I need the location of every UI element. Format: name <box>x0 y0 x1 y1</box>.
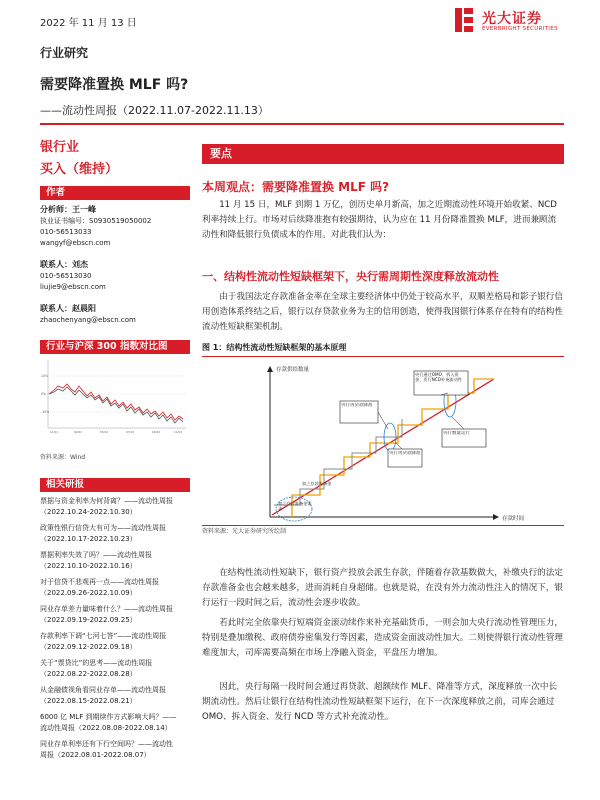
label-relending-left: 央行再贷款降准 <box>341 403 373 408</box>
logo-subtitle: EVERBRIGHT SECURITIES <box>482 26 558 32</box>
authors-section-header: 作者 <box>40 186 190 200</box>
related-report-item[interactable] <box>40 550 198 571</box>
contact1-name: 联系人：刘杰 <box>40 260 88 269</box>
report-category: 行业研究 <box>40 46 89 60</box>
logo-name: 光大证券 <box>482 11 542 27</box>
analyst-name: 分析师：王一峰 <box>40 205 96 214</box>
rating-label: 买入（维持） <box>40 162 119 177</box>
svg-text:-10%: -10% <box>41 410 50 414</box>
paragraph-4: 因此，央行每隔一段时间会通过再贷款、超额续作 MLF、降准等方式，深度释放一次中长期流动性。然后让银行在结构性流动性短缺框架下运行，在下一次深度释放之前，司库会通过 OMO、拆入资金、发行 NCD 等方式补充流动性。 <box>202 682 558 722</box>
related-report-title[interactable]: 同业存单差力量味着什么？——流动性周报 <box>40 605 173 613</box>
related-report-item[interactable] <box>40 496 198 517</box>
analyst-phone: 010-56513033 <box>40 228 92 236</box>
related-report-item[interactable] <box>40 712 198 733</box>
related-report-item[interactable] <box>40 685 198 706</box>
svg-text:0%: 0% <box>41 392 47 396</box>
related-report-item[interactable] <box>40 604 198 625</box>
svg-text:10%: 10% <box>41 374 49 378</box>
related-report-title[interactable]: 关于“票贷比”的思考——流动性周报 <box>40 659 153 667</box>
view-title: 本周观点：需要降准置换 MLF 吗? <box>202 180 390 194</box>
report-date: 2022 年 11 月 13 日 <box>40 18 137 29</box>
view-paragraph: 11 月 15 日，MLF 到期 1 万亿，创历史单月新高，加之近期流动性环境开始收紧、NCD 利率持续上行。市场对后续降准抱有较强期待，认为应在 11 月份降准置换 MLF，进而兼顾流动性和降低银行负债成本的作用。对此我们认为： <box>202 200 557 240</box>
label-relending-center: 央行再贷款降准 <box>389 451 421 456</box>
label-bottom: 加之存款准备金 <box>302 481 332 486</box>
related-report-date: 流动性周报（2022.08.08-2022.08.14） <box>40 723 172 732</box>
everbright-logo-icon <box>452 6 476 34</box>
paragraph-3: 若此时完全依靠央行短端资金滚动续作来补充基础货币，一则会加大央行流动性管理压力，特别是叠加缴税、政府债券密集发行等因素，造成资金面波动性加大。二则使得银行流动性管理难度加大，司库需要高频在市场上净融入资金，平盘压力增加。 <box>202 618 563 658</box>
related-report-date: （2022.09.12-2022.09.18） <box>40 642 137 651</box>
author-block <box>40 204 195 326</box>
liquidity-framework-diagram <box>202 357 564 525</box>
related-report-item[interactable] <box>40 523 198 544</box>
paragraph-2: 在结构性流动性短缺下，银行资产投放会派生存款，伴随着存款基数做大，补缴央行的法定存款准备金也会越来越多，进而消耗自身超储。也就是说，在没有外力流动性注入的情况下，银行运行一段时间之后，流动性会逐步收敛。 <box>202 568 563 608</box>
label-reserve-demand: 加之存款准备金需求 <box>278 501 312 511</box>
svg-text:02/22: 02/22 <box>74 430 83 434</box>
related-report-title[interactable]: 票据与资金利率为何背离？——流动性周报 <box>40 497 173 505</box>
perf-chart-header: 行业与沪深 300 指数对比图 <box>40 340 190 354</box>
report-subtitle: ——流动性周报（2022.11.07-2022.11.13） <box>40 104 269 117</box>
related-report-title[interactable]: 政策性银行信贷大有可为——流动性周报 <box>40 524 166 532</box>
svg-text:11/21: 11/21 <box>50 430 59 434</box>
related-reports-header: 相关研报 <box>40 478 190 492</box>
contact1-email[interactable]: liujie9@ebscn.com <box>40 283 106 291</box>
perf-chart-source: 资料来源：Wind <box>40 454 86 461</box>
section-1-paragraph: 由于我国法定存款准备金率在全球主要经济体中仍处于较高水平，双顺差格局和影子银行信用创造体系终结之后，银行以存贷款业务为主的信用创造，使得我国银行体系存在特有的结构性流动性短缺框架机制。 <box>202 292 563 332</box>
perf-comparison-chart <box>40 356 190 442</box>
figure-1-source: 资料来源：光大证券研究所绘制 <box>202 528 287 535</box>
related-report-title[interactable]: 票据利率失效了吗？——流动性周报 <box>40 551 152 559</box>
related-report-title[interactable]: 同业存单利率还有下行空间吗？——流动性 <box>40 740 173 748</box>
figure-1-frame <box>202 356 564 526</box>
industry-label: 银行业 <box>40 140 80 155</box>
hs300-index-line <box>49 387 183 423</box>
svg-text:07/22: 07/22 <box>126 430 135 434</box>
diagram-x-axis-label: 存款时间 <box>502 516 525 522</box>
related-report-item[interactable] <box>40 577 198 598</box>
contact1-phone: 010-56513030 <box>40 272 92 280</box>
contact2-name: 联系人：赵晨阳 <box>40 304 96 313</box>
everbright-logo <box>452 6 572 38</box>
report-title: 需要降准置换 MLF 吗? <box>40 77 189 93</box>
related-report-date: （2022.10.17-2022.10.23） <box>40 534 137 543</box>
long-term-steps <box>274 419 402 505</box>
related-report-date: （2022.08.22-2022.08.28） <box>40 669 137 678</box>
related-report-date: （2022.10.10-2022.10.16） <box>40 561 137 570</box>
diagram-y-axis-label: 存款供给数量 <box>276 367 310 373</box>
related-reports-list <box>40 496 198 766</box>
figure-1-title: 图 1：结构性流动性短缺框架的基本原理 <box>202 343 347 352</box>
related-report-date: （2022.08.15-2022.08.21） <box>40 696 137 705</box>
svg-text:09/22: 09/22 <box>152 430 161 434</box>
liquidity-staircase <box>292 379 494 517</box>
summary-header: 要点 <box>202 144 564 164</box>
related-report-item[interactable] <box>40 658 198 679</box>
related-report-title[interactable]: 存款利率下调“七河七答”——流动性周报 <box>40 632 167 640</box>
related-report-title[interactable]: 从金融债视角看同业存单——流动性周报 <box>40 686 166 694</box>
related-report-date: （2022.09.26-2022.10.09） <box>40 588 137 597</box>
analyst-license: 执业证书编号：S0930519050002 <box>40 217 152 225</box>
svg-text:11/22: 11/22 <box>174 430 183 434</box>
related-report-date: （2022.09.19-2022.09.25） <box>40 615 137 624</box>
related-report-item[interactable] <box>40 739 198 760</box>
related-report-date: 周报（2022.08.01-2022.08.07） <box>40 750 151 759</box>
contact2-email[interactable]: zhaochenyang@ebscn.com <box>40 316 136 324</box>
related-report-item[interactable] <box>40 631 198 652</box>
svg-text:05/22: 05/22 <box>100 430 109 434</box>
label-central-bank-op: 央行数量运行 <box>443 431 470 436</box>
analyst-email[interactable]: wangyf@ebscn.com <box>40 239 111 247</box>
related-report-title[interactable]: 对于信贷不悲观再一点——流动性周报 <box>40 578 159 586</box>
header-divider <box>40 123 564 125</box>
related-report-title[interactable]: 6000 亿 MLF 到期续作方式影响大吗？—— <box>40 713 177 721</box>
section-1-title: 一、结构性流动性短缺框架下，央行需周期性深度释放流动性 <box>202 270 499 283</box>
label-omo-supplement: 央行通过OMO、拆入资金、发行NCD补充流动性 <box>415 372 462 382</box>
related-report-date: （2022.10.24-2022.10.30） <box>40 507 137 516</box>
